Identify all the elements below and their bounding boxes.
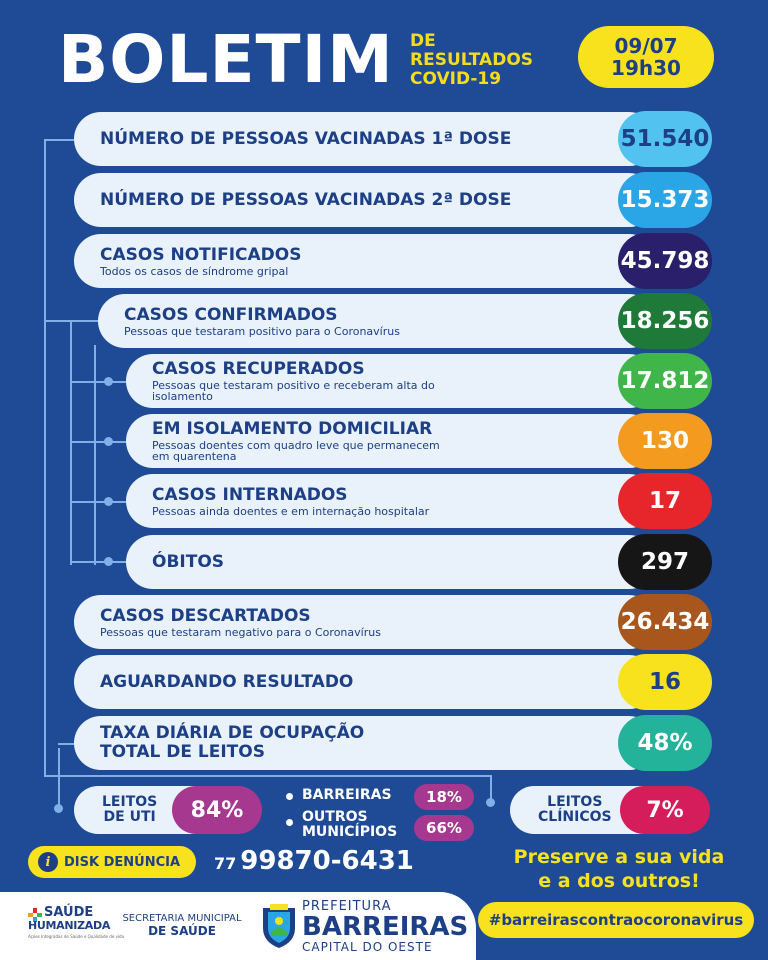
uti-beds-value: 84% [172,786,262,834]
secretaria-line: SECRETARIA MUNICIPAL [122,913,242,924]
outros-bullet [286,819,293,826]
row-title: CASOS INTERNADOS [152,484,348,505]
barreiras-label: BARREIRAS [302,787,392,803]
slogan-line: e a dos outros! [538,870,700,892]
discarded-cases-row [74,595,656,649]
connector-line [70,381,126,383]
connector-line [94,345,96,565]
row-label [74,130,656,149]
row-description: Todos os casos de síndrome gripal [100,264,289,278]
secretaria-label [118,912,246,938]
recovered-cases-value: 17.812 [618,353,712,409]
confirmed-cases-value: 18.256 [618,293,712,349]
subtitle-line: COVID-19 [410,69,502,89]
awaiting-results-row [74,655,656,709]
row-title: TAXA DIÁRIA DE OCUPAÇÃO TOTAL DE LEITOS [100,723,365,762]
connector-line [44,139,46,775]
connector-dot [104,557,113,566]
connector-dot [486,798,495,807]
uti-beds-label [102,795,157,825]
row-label [74,246,656,277]
notified-cases-row [74,234,656,288]
secretaria-line: DE SAÚDE [148,924,216,938]
page-subtitle [410,32,533,89]
slogan [498,845,740,893]
row-label [126,486,656,517]
row-title: AGUARDANDO RESULTADO [100,671,354,692]
phone-digits: 99870-6431 [240,846,414,876]
uti-label-line: DE UTI [103,809,156,825]
connector-dot [104,437,113,446]
phone-number [214,846,414,876]
row-description: Pessoas que testaram negativo para o Coronavírus [100,625,381,639]
page-title: BOLETIM [58,21,394,98]
home-isolation-row [126,414,656,468]
subtitle-line: RESULTADOS [410,50,534,70]
connector-line [44,139,74,141]
awaiting-results-value: 16 [618,654,712,710]
uti-label-line: LEITOS [102,794,158,810]
confirmed-cases-row [98,294,656,348]
outros-label-line: OUTROS [302,809,368,825]
barreiras-bullet [286,793,293,800]
row-title: NÚMERO DE PESSOAS VACINADAS 1ª DOSE [100,128,512,149]
row-title: ÓBITOS [152,551,225,572]
hospitalized-cases-row [126,474,656,528]
row-label [126,553,656,572]
connector-line [58,743,74,745]
date-text: 09/07 [614,34,678,58]
slogan-line: Preserve a sua vida [513,846,725,868]
disk-denuncia-badge [28,846,196,878]
row-description: Pessoas que testaram positivo para o Coronavírus [124,324,400,338]
city-tagline: CAPITAL DO OESTE [302,940,433,954]
saude-name: SAÚDE [44,905,94,920]
city-name: BARREIRAS [302,912,469,942]
outros-label-line: MUNICÍPIOS [302,824,398,840]
clinical-beds-label [538,795,612,825]
row-title: CASOS DESCARTADOS [100,605,311,626]
row-description: Pessoas doentes com quadro leve que permanecem em quarentena [152,439,440,463]
notified-cases-value: 45.798 [618,233,712,289]
row-label [126,420,656,462]
row-label [74,607,656,638]
connector-line [44,775,492,777]
row-label [74,673,656,692]
hospitalized-cases-value: 17 [618,473,712,529]
connector-dot [104,377,113,386]
outros-label [302,810,397,840]
vaccinated-2nd-dose-value: 15.373 [618,172,712,228]
row-description: Pessoas ainda doentes e em internação hospitalar [152,504,430,518]
deaths-row [126,535,656,589]
subtitle-line: DE [410,31,436,51]
clinical-beds-value: 7% [620,786,710,834]
barreiras-value: 18% [414,784,474,810]
row-title: CASOS NOTIFICADOS [100,244,302,265]
bed-occupancy-rate-value: 48% [618,715,712,771]
deaths-value: 297 [618,534,712,590]
clinical-label-line: CLÍNICOS [538,809,612,825]
connector-line [70,501,126,503]
hashtag-badge: #barreirascontraocoronavirus [478,902,754,938]
phone-ddd: 77 [214,854,237,873]
prefeitura-logo [302,900,468,954]
time-text: 19h30 [611,56,681,80]
connector-line [70,441,126,443]
row-label [98,306,656,337]
row-label [74,191,656,210]
row-title: EM ISOLAMENTO DOMICILIAR [152,419,433,439]
vaccinated-1st-dose-row [74,112,656,166]
saude-tagline: Ações Integradas de Saúde e Qualidade de vida [28,934,125,939]
connector-dot [54,804,63,813]
vaccinated-2nd-dose-row [74,173,656,227]
connector-line [70,561,126,563]
prefeitura-line: PREFEITURA [302,899,392,914]
vaccinated-1st-dose-value: 51.540 [618,111,712,167]
saude-name-2: HUMANIZADA [28,919,111,932]
info-icon: i [38,852,58,872]
row-description: Pessoas que testaram positivo e receberam alta do isolamento [152,379,435,403]
outros-value: 66% [414,815,474,841]
clinical-label-line: LEITOS [547,794,603,810]
bed-occupancy-rate-row [74,716,656,770]
connector-line [44,320,98,322]
connector-line [58,748,60,808]
discarded-cases-value: 26.434 [618,594,712,650]
disk-denuncia-label: DISK DENÚNCIA [64,854,181,870]
date-badge [578,26,714,88]
row-title: NÚMERO DE PESSOAS VACINADAS 2ª DOSE [100,189,512,210]
row-label [74,724,656,762]
saude-humanizada-logo [26,905,125,950]
recovered-cases-row [126,354,656,408]
row-title: CASOS RECUPERADOS [152,359,365,379]
row-label [126,360,656,402]
home-isolation-value: 130 [618,413,712,469]
row-title: CASOS CONFIRMADOS [124,304,338,325]
city-coat-of-arms-icon [260,902,298,950]
connector-dot [104,497,113,506]
